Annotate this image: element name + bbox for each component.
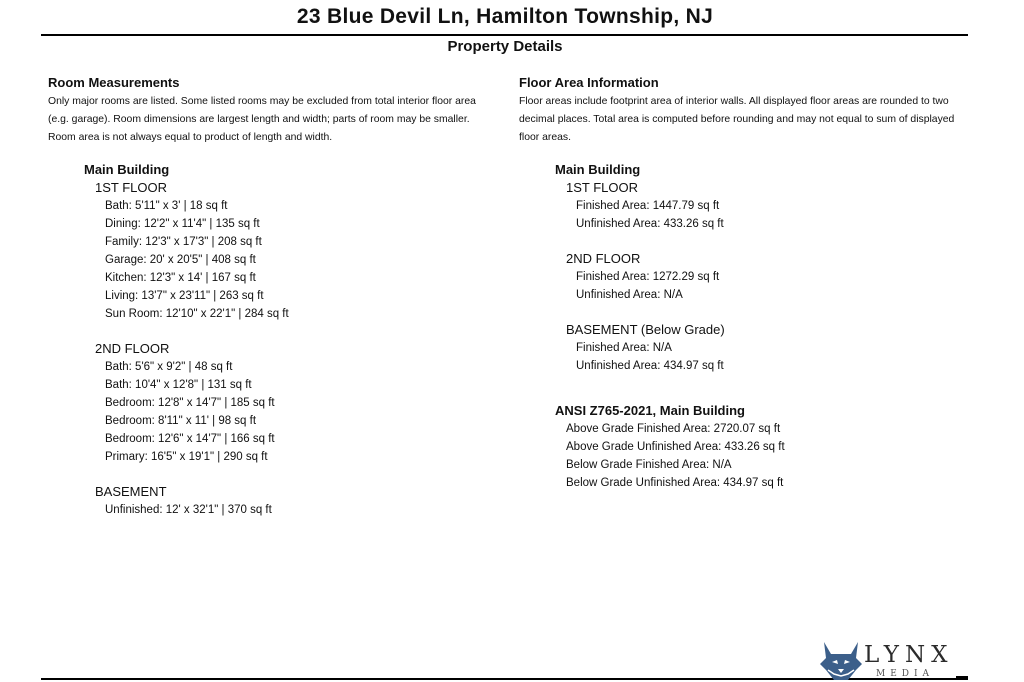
room-item: Primary: 16'5" x 19'1" | 290 sq ft — [105, 451, 268, 463]
page-title: 23 Blue Devil Ln, Hamilton Township, NJ — [296, 5, 714, 28]
room-item: Garage: 20' x 20'5" | 408 sq ft — [105, 254, 256, 266]
page-subtitle: Property Details — [447, 38, 563, 55]
floor-area-title: Floor Area Information — [519, 75, 659, 90]
area-item: Unfinished Area: N/A — [576, 289, 683, 301]
floor-heading: 1ST FLOOR — [95, 180, 168, 195]
building-name: Main Building — [555, 162, 641, 177]
room-item: Bedroom: 12'6" x 14'7" | 166 sq ft — [105, 433, 275, 445]
ansi-item: Below Grade Unfinished Area: 434.97 sq ft — [566, 477, 784, 489]
ansi-item: Above Grade Finished Area: 2720.07 sq ft — [566, 423, 781, 435]
building-name: Main Building — [84, 162, 170, 177]
room-item: Bedroom: 8'11" x 11' | 98 sq ft — [105, 415, 257, 427]
room-measurements-section — [48, 76, 493, 519]
area-item: Finished Area: 1272.29 sq ft — [576, 271, 720, 283]
room-item: Bath: 5'11" x 3' | 18 sq ft — [105, 200, 228, 212]
area-item: Finished Area: N/A — [576, 342, 672, 354]
ansi-item: Below Grade Finished Area: N/A — [566, 459, 732, 471]
logo-subtext: MEDIA — [876, 669, 935, 679]
note-line: Room area is not always equal to product of length and width. — [48, 132, 333, 143]
room-item: Family: 12'3" x 17'3" | 208 sq ft — [105, 236, 262, 248]
note-line: decimal places. Total area is computed before rounding and may not equal to sum of displayed — [519, 114, 955, 125]
note-line: Only major rooms are listed. Some listed rooms may be excluded from total interior floor area — [48, 96, 476, 107]
ansi-title: ANSI Z765-2021, Main Building — [555, 403, 745, 418]
logo-wordmark: LYNX — [864, 642, 954, 668]
room-item: Unfinished: 12' x 32'1" | 370 sq ft — [105, 504, 272, 516]
floor-heading: 2ND FLOOR — [95, 341, 170, 356]
lynx-head-icon — [818, 640, 864, 682]
floor-area-note — [519, 93, 974, 147]
note-line: (e.g. garage). Room dimensions are largest length and width; parts of room may be smaller. — [48, 114, 470, 125]
area-item: Unfinished Area: 433.26 sq ft — [576, 218, 724, 230]
floor-heading: 1ST FLOOR — [566, 180, 639, 195]
floor-heading: BASEMENT (Below Grade) — [566, 322, 725, 337]
room-item: Living: 13'7" x 23'11" | 263 sq ft — [105, 290, 264, 302]
room-measurements-title: Room Measurements — [48, 75, 180, 90]
area-item: Finished Area: 1447.79 sq ft — [576, 200, 720, 212]
ansi-item: Above Grade Unfinished Area: 433.26 sq ft — [566, 441, 785, 453]
room-item: Dining: 12'2" x 11'4" | 135 sq ft — [105, 218, 260, 230]
floor-area-section — [519, 76, 974, 492]
lynx-media-logo — [818, 638, 968, 682]
room-measurements-note — [48, 93, 493, 147]
note-line: Floor areas include footprint area of interior walls. All displayed floor areas are rounded to two — [519, 96, 949, 107]
area-item: Unfinished Area: 434.97 sq ft — [576, 360, 724, 372]
room-item: Sun Room: 12'10" x 22'1" | 284 sq ft — [105, 308, 289, 320]
floor-heading: 2ND FLOOR — [566, 251, 641, 266]
room-item: Bath: 5'6" x 9'2" | 48 sq ft — [105, 361, 233, 373]
room-item: Bath: 10'4" x 12'8" | 131 sq ft — [105, 379, 252, 391]
top-divider — [41, 34, 968, 36]
room-item: Bedroom: 12'8" x 14'7" | 185 sq ft — [105, 397, 275, 409]
logo-bar — [956, 676, 968, 679]
note-line: floor areas. — [519, 132, 571, 143]
room-item: Kitchen: 12'3" x 14' | 167 sq ft — [105, 272, 256, 284]
floor-heading: BASEMENT — [95, 484, 167, 499]
